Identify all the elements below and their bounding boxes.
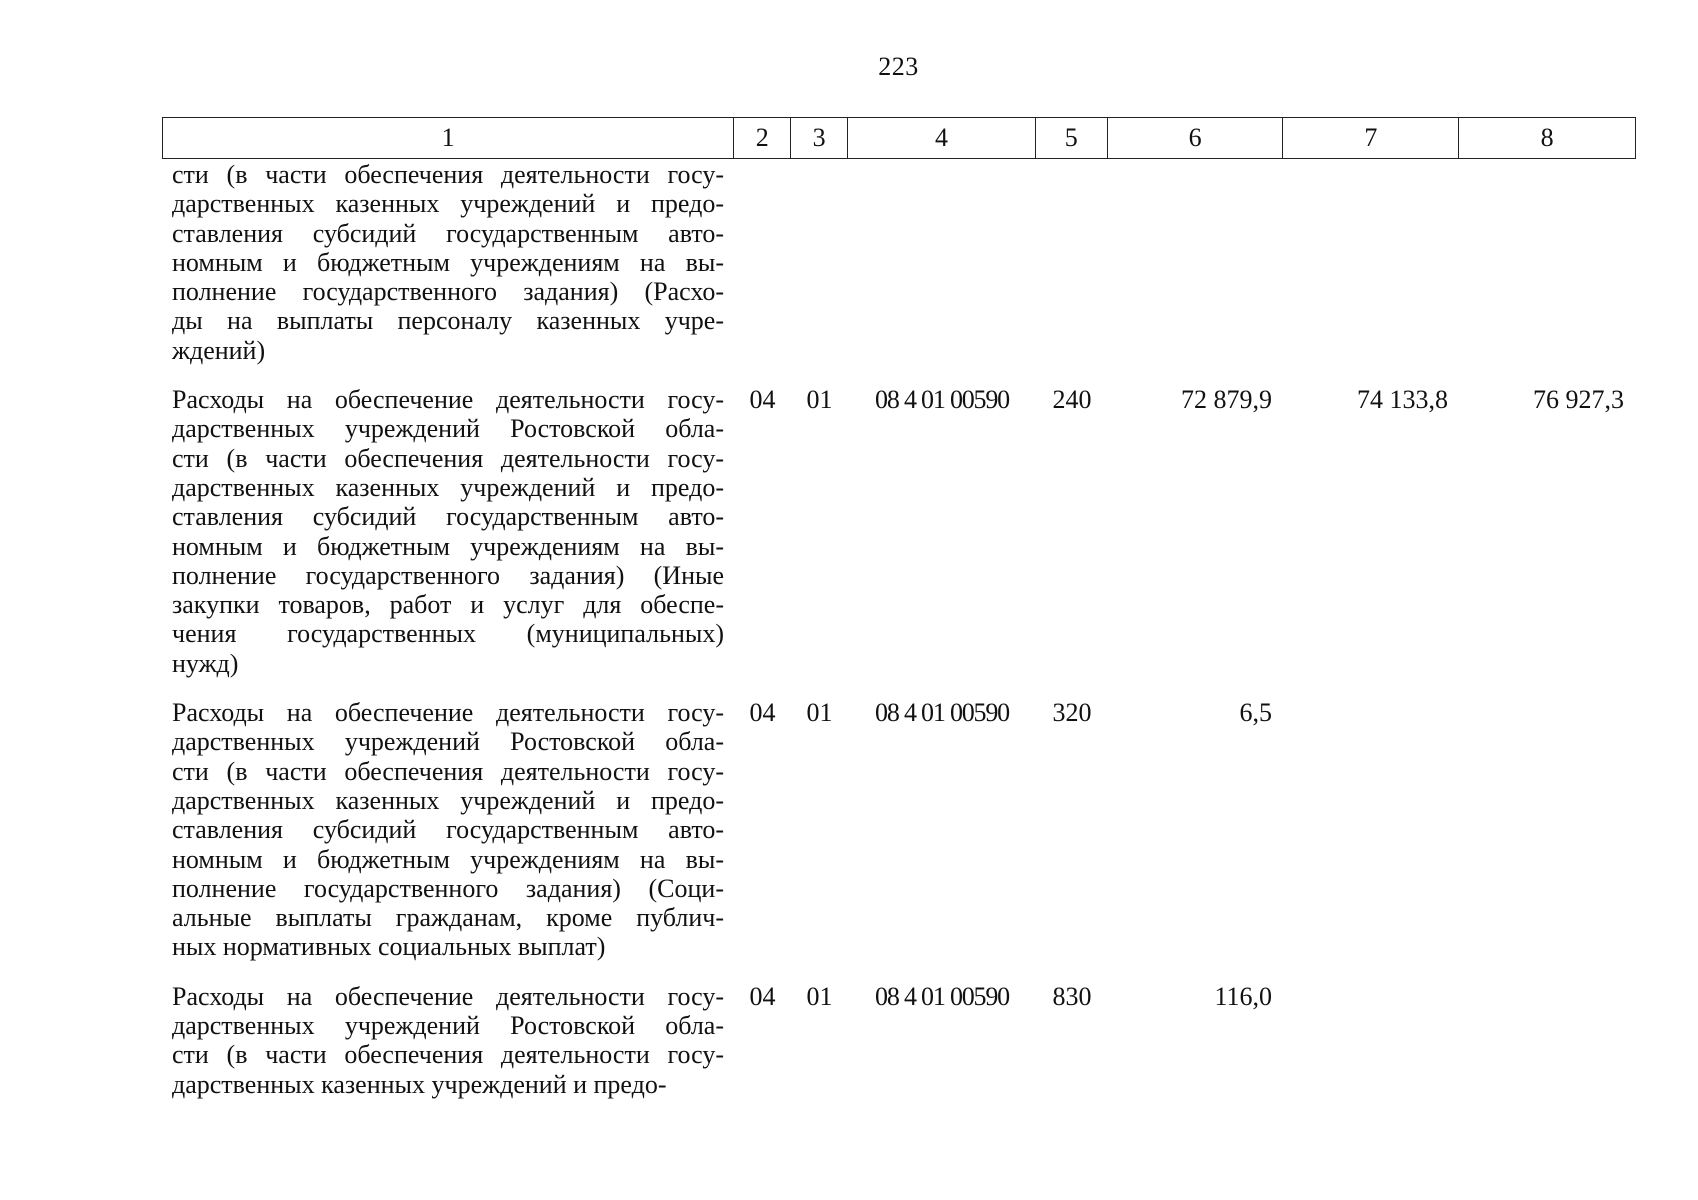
page-number: 223 xyxy=(878,52,919,81)
subsection-code: 01 xyxy=(806,698,833,728)
description-line: Расходы на обеспечение деятельности госу- xyxy=(172,385,724,415)
table-row xyxy=(162,160,1636,365)
column-header-8: 8 xyxy=(1540,123,1554,152)
column-header-7: 7 xyxy=(1283,118,1459,158)
column-header-5: 5 xyxy=(1036,118,1108,158)
expense-type-code: 240 xyxy=(1052,385,1092,415)
amount-year-2 xyxy=(1284,160,1460,365)
section-code: 04 xyxy=(749,981,776,1011)
description-line: сти (в части обеспечения деятельности госу- xyxy=(172,443,724,473)
amount-year-1: 116,0 xyxy=(1214,981,1272,1011)
column-header-6: 6 xyxy=(1108,118,1284,158)
description-line: ждений) xyxy=(172,335,266,365)
description-line: полнение государственного задания) (Иные xyxy=(172,560,724,590)
row-description xyxy=(162,385,734,678)
table-body xyxy=(162,160,1636,1119)
description-line: нужд) xyxy=(172,648,239,678)
target-article-code: 08 4 01 00590 xyxy=(875,698,1009,728)
target-article-code xyxy=(848,160,1036,365)
description-line: дарственных учреждений Ростовской обла- xyxy=(172,1011,724,1041)
description-line: Расходы на обеспечение деятельности госу- xyxy=(172,698,724,728)
description-line: полнение государственного задания) (Расхо- xyxy=(172,277,724,307)
description-line: ды на выплаты персоналу казенных учре- xyxy=(172,306,724,336)
table-header xyxy=(162,117,1636,159)
amount-year-2 xyxy=(1284,982,1460,1099)
column-header-4: 4 xyxy=(848,118,1036,158)
column-header-3: 3 xyxy=(791,118,848,158)
amount-year-1: 6,5 xyxy=(1239,698,1272,728)
amount-year-3 xyxy=(1460,698,1636,962)
expense-type-code: 830 xyxy=(1052,981,1092,1011)
table-row xyxy=(162,982,1636,1099)
amount-year-1: 72 879,9 xyxy=(1181,385,1272,415)
row-description xyxy=(162,698,734,962)
table-row xyxy=(162,698,1636,962)
description-line: номным и бюджетным учреждениям на вы- xyxy=(172,844,724,874)
description-line: номным и бюджетным учреждениям на вы- xyxy=(172,531,724,561)
description-line: ставления субсидий государственным авто- xyxy=(172,502,724,532)
row-description xyxy=(162,982,734,1099)
description-line: чения государственных (муниципальных) xyxy=(172,619,724,649)
subsection-code: 01 xyxy=(806,981,833,1011)
description-line: ставления субсидий государственным авто- xyxy=(172,218,724,248)
description-line: сти (в части обеспечения деятельности госу- xyxy=(172,160,724,189)
expense-type-code: 320 xyxy=(1052,698,1092,728)
description-line: ных нормативных социальных выплат) xyxy=(172,932,606,962)
column-header-1: 1 xyxy=(163,118,734,158)
column-header-2: 2 xyxy=(734,118,791,158)
expense-type-code xyxy=(1036,160,1108,365)
section-code: 04 xyxy=(749,698,776,728)
description-line: Расходы на обеспечение деятельности госу- xyxy=(172,981,724,1011)
amount-year-1 xyxy=(1108,160,1284,365)
description-line: ставления субсидий государственным авто- xyxy=(172,815,724,845)
section-code xyxy=(734,160,791,365)
amount-year-3: 76 927,3 xyxy=(1533,385,1624,415)
amount-year-2 xyxy=(1284,698,1460,962)
amount-year-3 xyxy=(1460,160,1636,365)
target-article-code: 08 4 01 00590 xyxy=(875,981,1009,1011)
amount-year-3 xyxy=(1460,982,1636,1099)
description-line: дарственных казенных учреждений и предо- xyxy=(172,189,724,219)
description-line: полнение государственного задания) (Соци- xyxy=(172,873,724,903)
description-line: дарственных казенных учреждений и предо- xyxy=(172,1069,667,1099)
description-line: дарственных учреждений Ростовской обла- xyxy=(172,414,724,444)
description-line: номным и бюджетным учреждениям на вы- xyxy=(172,247,724,277)
subsection-code xyxy=(791,160,848,365)
description-line: дарственных казенных учреждений и предо- xyxy=(172,785,724,815)
subsection-code: 01 xyxy=(806,385,833,415)
description-line: сти (в части обеспечения деятельности госу- xyxy=(172,1040,724,1070)
row-description xyxy=(162,160,734,365)
target-article-code: 08 4 01 00590 xyxy=(875,385,1009,415)
description-line: альные выплаты гражданам, кроме публич- xyxy=(172,903,724,933)
section-code: 04 xyxy=(749,385,776,415)
description-line: закупки товаров, работ и услуг для обеспе- xyxy=(172,590,724,620)
amount-year-2: 74 133,8 xyxy=(1357,385,1448,415)
table-row xyxy=(162,385,1636,678)
description-line: дарственных учреждений Ростовской обла- xyxy=(172,727,724,757)
description-line: сти (в части обеспечения деятельности госу- xyxy=(172,756,724,786)
description-line: дарственных казенных учреждений и предо- xyxy=(172,472,724,502)
